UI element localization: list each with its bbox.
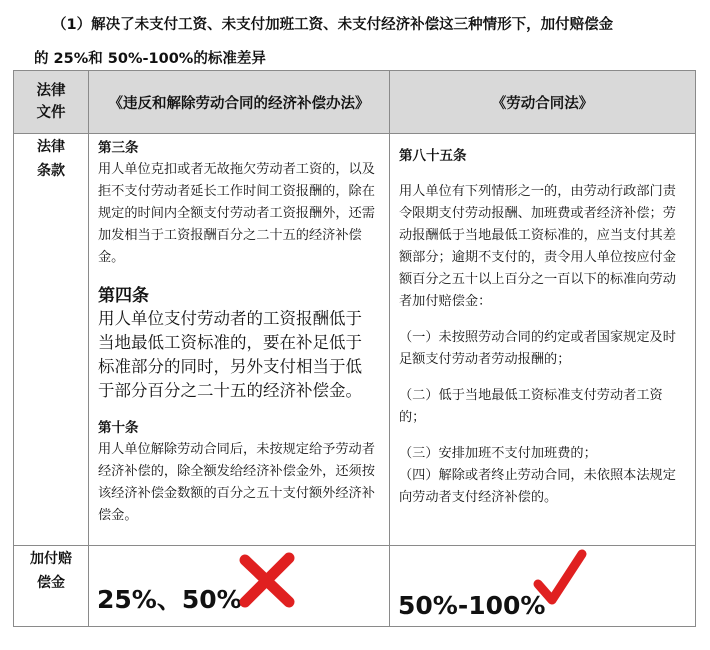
- header-legal-document: [14, 71, 89, 134]
- left-provisions-cell: [89, 134, 390, 546]
- article-10-text: 用人单位解除劳动合同后，未按规定给予劳动者经济补偿的，除全额发给经济补偿金外，还须按该经济补偿金数额的百分之五十支付额外经济补偿金。: [98, 442, 375, 523]
- header-compensation-measures: 《违反和解除劳动合同的经济补偿办法》: [89, 71, 390, 134]
- row-label-line-1: 加付赔: [30, 551, 72, 567]
- row-label-line-2: 条款: [37, 163, 65, 179]
- table-header-row: [14, 71, 696, 134]
- check-mark-icon: [532, 548, 588, 610]
- article-85-intro: 用人单位有下列情形之一的，由劳动行政部门责令限期支付劳动报酬、加班费或者经济补偿；劳动报酬低于当地最低工资标准的，应当支付其差额部分；逾期不支付的，责令用人单位按应付金额百分之五十以上百分之一百以下的标准向劳动者加付赔偿金：: [399, 184, 676, 309]
- header-label-line-2: 文件: [36, 105, 66, 121]
- article-85-title: 第八十五条: [399, 148, 467, 164]
- article-10-title: 第十条: [98, 420, 139, 436]
- article-85-item-1: （一）未按照劳动合同的约定或者国家规定及时足额支付劳动者劳动报酬的；: [399, 330, 676, 367]
- header-labor-contract-law: 《劳动合同法》: [390, 71, 696, 134]
- article-4-text: 用人单位支付劳动者的工资报酬低于当地最低工资标准的，要在补足低于标准部分的同时，另外支付相当于低于部分百分之二十五的经济补偿金。: [98, 309, 362, 400]
- right-provisions-cell: [390, 134, 696, 546]
- x-mark-icon: [237, 552, 297, 608]
- section-heading: [34, 8, 704, 76]
- row-label-line-2: 偿金: [37, 575, 65, 591]
- article-4-title: 第四条: [98, 286, 149, 306]
- right-compensation-value: 50%-100%: [398, 591, 546, 620]
- article-85-item-2: （二）低于当地最低工资标准支付劳动者工资的；: [399, 388, 663, 425]
- article-3-text: 用人单位克扣或者无故拖欠劳动者工资的，以及拒不支付劳动者延长工作时间工资报酬的，除在规定的时间内全额支付劳动者工资报酬外，还需加发相当于工资报酬百分之二十五的经济补偿金。: [98, 162, 375, 265]
- article-85-item-3: （三）安排加班不支付加班费的；: [399, 446, 597, 461]
- right-compensation-cell: [390, 546, 696, 627]
- table-row-provisions: [14, 134, 696, 546]
- heading-line-2: 的 25%和 50%-100%的标准差异: [34, 51, 266, 67]
- left-compensation-value: 25%、50%: [97, 585, 242, 614]
- row-label-line-1: 法律: [37, 139, 65, 155]
- header-label-line-1: 法律: [36, 83, 66, 99]
- row-label-compensation: [14, 546, 89, 627]
- article-85-item-4: （四）解除或者终止劳动合同，未依照本法规定向劳动者支付经济补偿的。: [399, 468, 676, 505]
- comparison-table: [13, 70, 696, 627]
- article-3-title: 第三条: [98, 140, 139, 156]
- row-label-provisions: [14, 134, 89, 546]
- heading-line-1: （1）解决了未支付工资、未支付加班工资、未支付经济补偿这三种情形下，加付赔偿金: [52, 17, 614, 33]
- table-row-compensation: [14, 546, 696, 627]
- left-compensation-cell: [89, 546, 390, 627]
